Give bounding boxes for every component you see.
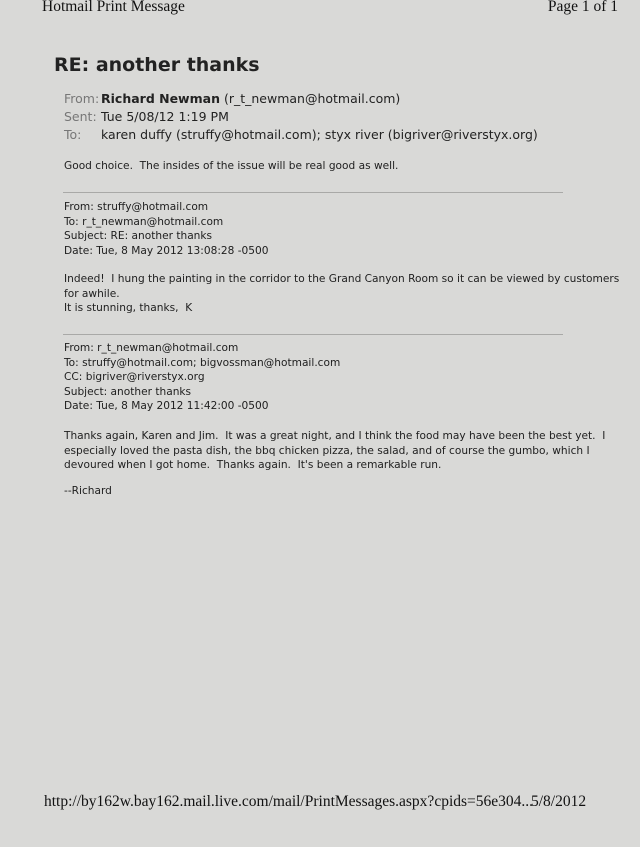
email-body: Good choice. The insides of the issue will be real good as well. bbox=[64, 160, 399, 172]
body-line: Indeed! I hung the painting in the corridor to the Grand Canyon Room so it can be viewed by customers bbox=[64, 273, 620, 285]
to-row bbox=[64, 127, 538, 142]
quoted-message-1-body bbox=[64, 272, 619, 316]
quoted-header-line: Subject: another thanks bbox=[64, 385, 192, 398]
quoted-header-line: Subject: RE: another thanks bbox=[64, 230, 213, 242]
body-line: It is stunning, thanks, K bbox=[64, 302, 193, 314]
quoted-header-line: To: r_t_newman@hotmail.com bbox=[64, 215, 224, 228]
from-name: Richard Newman bbox=[101, 91, 220, 106]
divider bbox=[63, 334, 563, 335]
signature: --Richard bbox=[64, 485, 112, 497]
from-row bbox=[64, 91, 400, 106]
quoted-header-line: To: struffy@hotmail.com; bigvossman@hotmail.com bbox=[64, 356, 341, 369]
quoted-header-line: From: struffy@hotmail.com bbox=[64, 201, 209, 213]
email-subject: RE: another thanks bbox=[54, 54, 260, 76]
from-label: From: bbox=[64, 91, 100, 106]
sent-label: Sent: bbox=[64, 109, 97, 124]
quoted-header-line: From: r_t_newman@hotmail.com bbox=[64, 342, 239, 354]
to-label: To: bbox=[64, 127, 82, 142]
divider bbox=[63, 192, 563, 193]
quoted-header-line: Date: Tue, 8 May 2012 11:42:00 -0500 bbox=[64, 400, 269, 412]
body-line: devoured when I got home. Thanks again. It's been a remarkable run. bbox=[64, 459, 442, 471]
quoted-message-2-body bbox=[64, 429, 605, 473]
body-line: for awhile. bbox=[64, 287, 120, 300]
body-line: Thanks again, Karen and Jim. It was a great night, and I think the food may have been the best yet. I bbox=[64, 430, 606, 442]
quoted-message-1-headers bbox=[64, 200, 269, 258]
quoted-message-2-headers bbox=[64, 341, 340, 414]
to-recipients: karen duffy (struffy@hotmail.com); styx river (bigriver@riverstyx.org) bbox=[101, 127, 538, 142]
from-address: (r_t_newman@hotmail.com) bbox=[223, 91, 401, 106]
quoted-header-line: CC: bigriver@riverstyx.org bbox=[64, 371, 205, 383]
quoted-header-line: Date: Tue, 8 May 2012 13:08:28 -0500 bbox=[64, 244, 269, 257]
footer-date: 5/8/2012 bbox=[531, 793, 587, 810]
page-number: Page 1 of 1 bbox=[547, 0, 618, 15]
body-line: especially loved the pasta dish, the bbq chicken pizza, the salad, and of course the gumbo, which I bbox=[64, 444, 590, 457]
footer-url: http://by162w.bay162.mail.live.com/mail/PrintMessages.aspx?cpids=56e304... bbox=[44, 793, 534, 810]
sent-row bbox=[64, 109, 229, 124]
sent-date: Tue 5/08/12 1:19 PM bbox=[101, 109, 229, 124]
print-header-title: Hotmail Print Message bbox=[42, 0, 185, 15]
